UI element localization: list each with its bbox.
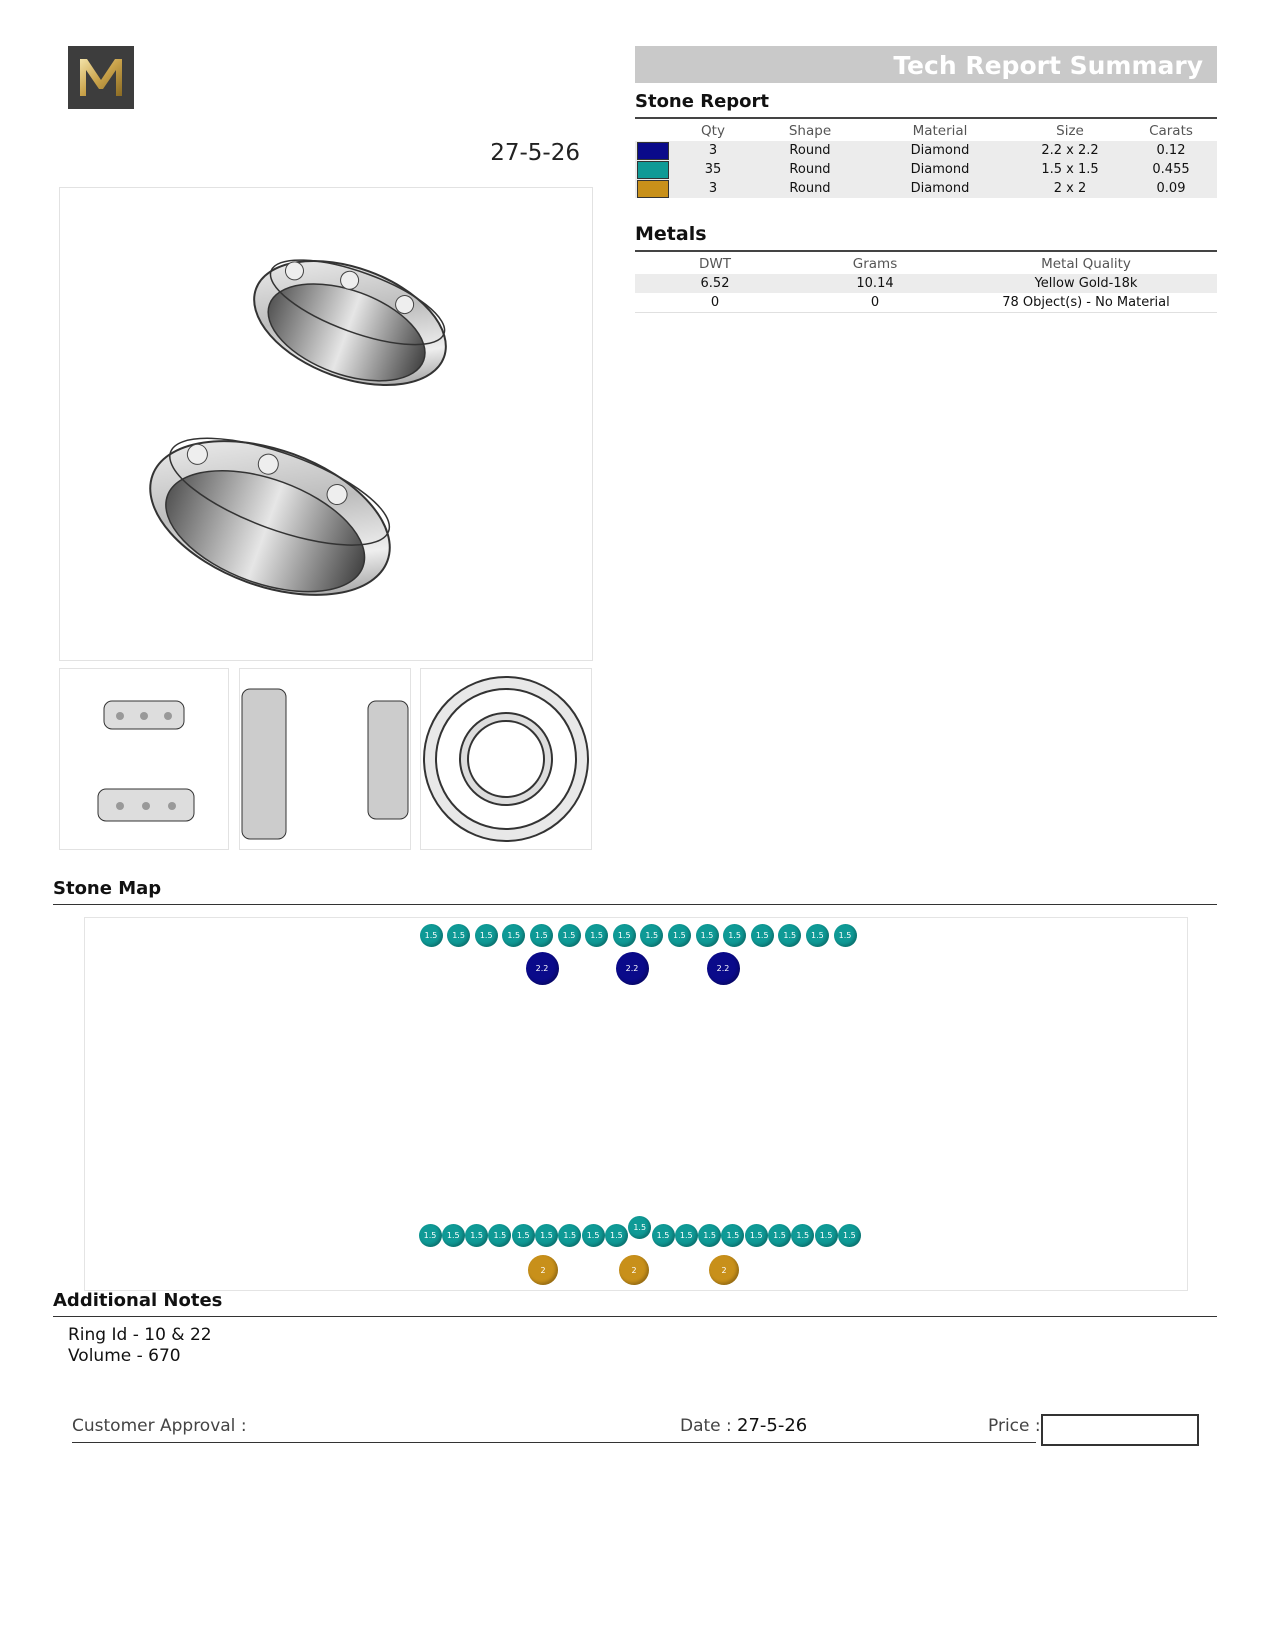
notes-rule [53, 1316, 1217, 1317]
thumbnail-front [59, 668, 229, 850]
teal-stone: 1.5 [442, 1224, 465, 1247]
teal-stone: 1.5 [721, 1224, 744, 1247]
teal-stone: 1.5 [475, 924, 498, 947]
report-title-bar [635, 46, 1217, 83]
teal-stone: 1.5 [628, 1216, 651, 1239]
col-shape: Shape [788, 123, 832, 139]
table-row [635, 293, 1217, 313]
quality-cell: 78 Object(s) - No Material [955, 293, 1217, 313]
stone-color-swatch [637, 161, 669, 179]
metals-table [635, 254, 1217, 313]
note-line: Volume - 670 [68, 1346, 181, 1366]
stone-map-rule [53, 904, 1217, 905]
col-metal-quality: Metal Quality [1041, 256, 1131, 272]
grams-cell: 0 [795, 293, 955, 313]
teal-stone: 1.5 [751, 924, 774, 947]
teal-stone: 1.5 [791, 1224, 814, 1247]
stone-color-swatch [637, 180, 669, 198]
material-cell: Diamond [865, 141, 1015, 160]
teal-stone: 1.5 [640, 924, 663, 947]
teal-stone: 1.5 [558, 924, 581, 947]
teal-stone: 1.5 [815, 1224, 838, 1247]
qty-cell: 3 [671, 179, 755, 198]
note-line: Ring Id - 10 & 22 [68, 1325, 212, 1345]
date-label: Date : [680, 1416, 732, 1436]
col-swatch [635, 121, 671, 141]
teal-stone: 1.5 [465, 1224, 488, 1247]
teal-stone: 1.5 [806, 924, 829, 947]
dwt-cell: 6.52 [635, 274, 795, 293]
teal-stone: 1.5 [838, 1224, 861, 1247]
teal-stone: 1.5 [502, 924, 525, 947]
carats-cell: 0.09 [1125, 179, 1217, 198]
ring-front-view-icon [60, 669, 228, 849]
teal-stone: 1.5 [745, 1224, 768, 1247]
thumbnail-side [239, 668, 411, 850]
teal-stone: 1.5 [668, 924, 691, 947]
teal-stone: 1.5 [512, 1224, 535, 1247]
shape-cell: Round [755, 141, 865, 160]
teal-stone: 1.5 [535, 1224, 558, 1247]
wedding-bands-icon [60, 188, 592, 660]
signature-line [72, 1442, 1036, 1443]
metals-title: Metals [635, 223, 707, 245]
table-row [635, 274, 1217, 293]
col-size: Size [1056, 123, 1084, 139]
stone-report-table [635, 121, 1217, 198]
stone-report-title: Stone Report [635, 91, 770, 112]
report-title: Tech Report Summary [893, 51, 1203, 80]
stone-map-title: Stone Map [53, 878, 162, 899]
material-cell: Diamond [865, 160, 1015, 179]
date-value: 27-5-26 [737, 1415, 808, 1436]
company-logo [68, 46, 134, 109]
teal-stone: 1.5 [723, 924, 746, 947]
job-id: 27-5-26 [490, 140, 580, 166]
table-row [635, 141, 1217, 160]
col-qty: Qty [701, 123, 725, 139]
teal-stone: 1.5 [675, 1224, 698, 1247]
shape-cell: Round [755, 160, 865, 179]
teal-stone: 1.5 [768, 1224, 791, 1247]
teal-stone: 1.5 [530, 924, 553, 947]
size-cell: 1.5 x 1.5 [1015, 160, 1125, 179]
teal-stone: 1.5 [696, 924, 719, 947]
price-field[interactable] [1041, 1414, 1199, 1446]
blue-stone: 2.2 [616, 952, 649, 985]
grams-cell: 10.14 [795, 274, 955, 293]
teal-stone: 1.5 [419, 1224, 442, 1247]
ring-top-view-icon [421, 669, 591, 849]
stone-color-swatch [637, 142, 669, 160]
blue-stone: 2.2 [707, 952, 740, 985]
teal-stone: 1.5 [585, 924, 608, 947]
teal-stone: 1.5 [834, 924, 857, 947]
teal-stone: 1.5 [613, 924, 636, 947]
logo-m-icon [68, 46, 134, 109]
teal-stone: 1.5 [698, 1224, 721, 1247]
metals-header [635, 254, 1217, 274]
size-cell: 2.2 x 2.2 [1015, 141, 1125, 160]
size-cell: 2 x 2 [1015, 179, 1125, 198]
metals-rule [635, 250, 1217, 252]
teal-stone: 1.5 [420, 924, 443, 947]
shape-cell: Round [755, 179, 865, 198]
qty-cell: 3 [671, 141, 755, 160]
gold-stone: 2 [709, 1255, 739, 1285]
material-cell: Diamond [865, 179, 1015, 198]
notes-title: Additional Notes [53, 1290, 223, 1311]
quality-cell: Yellow Gold-18k [955, 274, 1217, 293]
thumbnail-top [420, 668, 592, 850]
price-label: Price : [988, 1416, 1041, 1436]
gold-stone: 2 [619, 1255, 649, 1285]
col-material: Material [912, 123, 968, 139]
col-grams: Grams [852, 256, 898, 272]
carats-cell: 0.12 [1125, 141, 1217, 160]
gold-stone: 2 [528, 1255, 558, 1285]
teal-stone: 1.5 [558, 1224, 581, 1247]
teal-stone: 1.5 [488, 1224, 511, 1247]
main-ring-render [59, 187, 593, 661]
customer-approval-label: Customer Approval : [72, 1416, 247, 1436]
teal-stone: 1.5 [652, 1224, 675, 1247]
ring-side-view-icon [240, 669, 410, 849]
teal-stone: 1.5 [447, 924, 470, 947]
qty-cell: 35 [671, 160, 755, 179]
table-row [635, 160, 1217, 179]
col-dwt: DWT [699, 256, 731, 272]
teal-stone: 1.5 [778, 924, 801, 947]
stone-map-canvas [84, 917, 1188, 1291]
teal-stone: 1.5 [582, 1224, 605, 1247]
stone-report-rule [635, 117, 1217, 119]
teal-stone: 1.5 [605, 1224, 628, 1247]
carats-cell: 0.455 [1125, 160, 1217, 179]
col-carats: Carats [1149, 123, 1193, 139]
blue-stone: 2.2 [526, 952, 559, 985]
dwt-cell: 0 [635, 293, 795, 313]
stone-report-header [635, 121, 1217, 141]
table-row [635, 179, 1217, 198]
